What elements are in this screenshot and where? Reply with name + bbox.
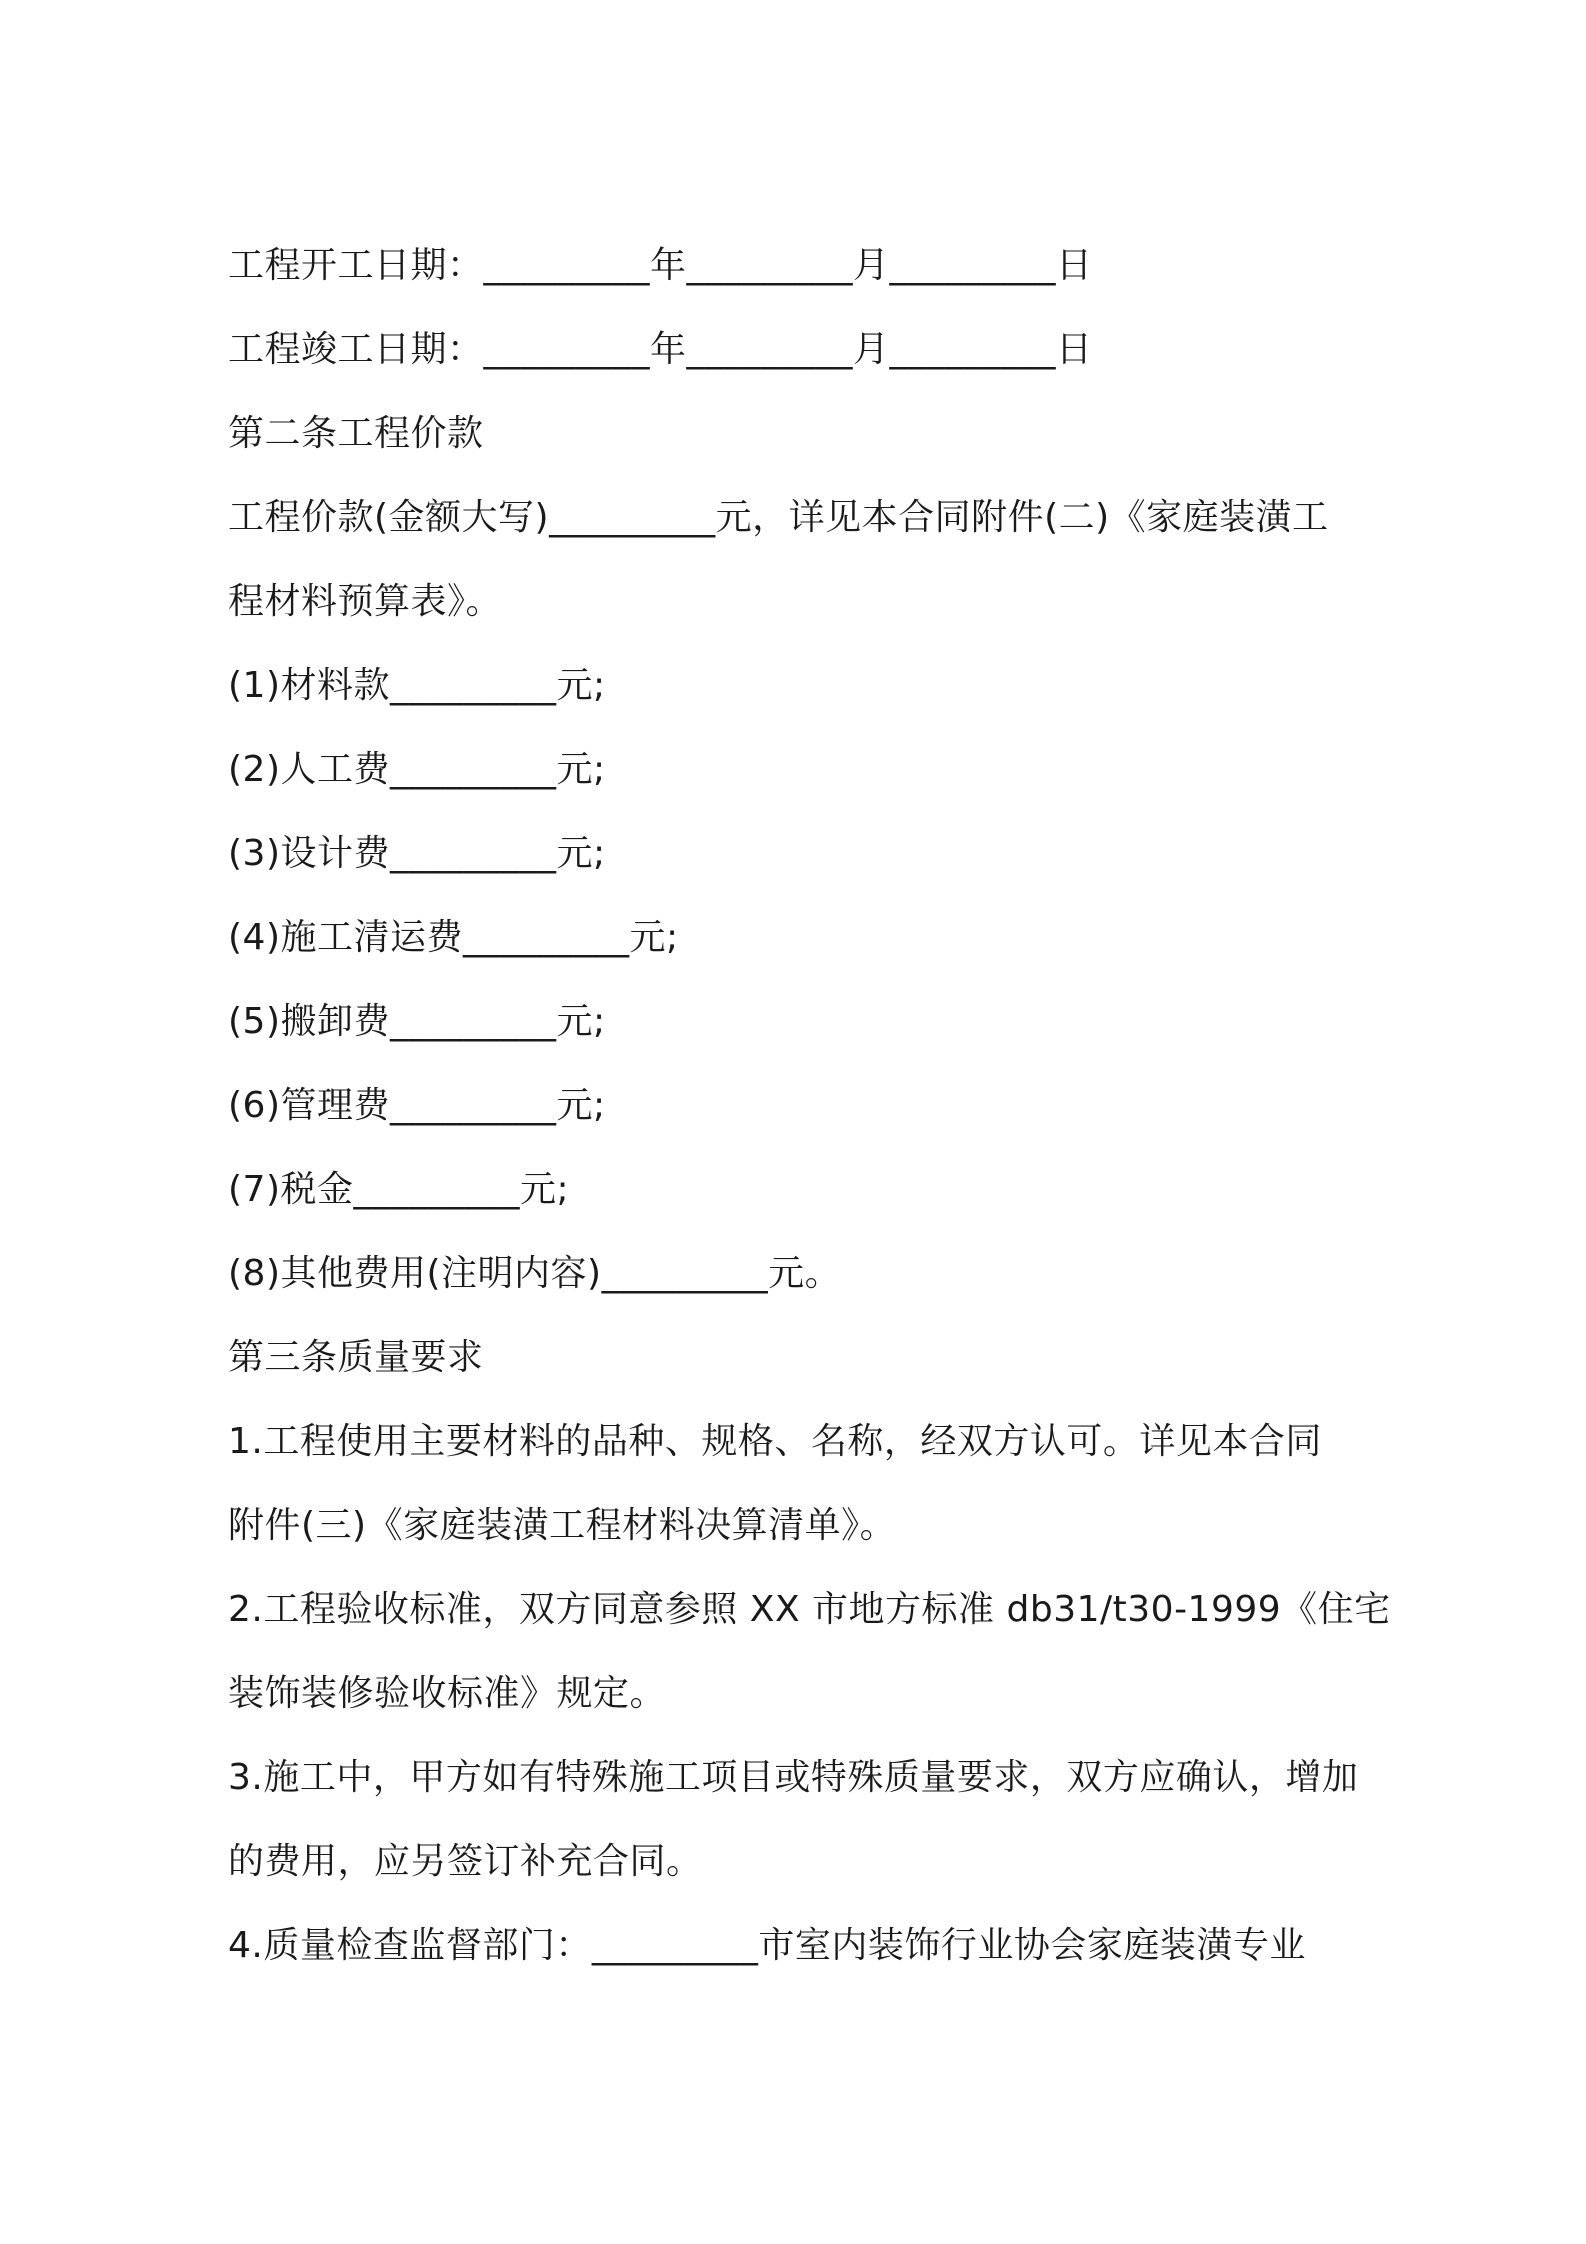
quality-clause-3-line-1: 3.施工中，甲方如有特殊施工项目或特殊质量要求，双方应确认，增加 [228, 1757, 1359, 1798]
document-page [228, 224, 1391, 1988]
quality-clause-1-line-2: 附件(三)《家庭装潢工程材料决算清单》。 [228, 1505, 897, 1546]
item-other-fee: (8)其他费用(注明内容)_________元。 [228, 1253, 842, 1294]
price-clause-line-2: 程材料预算表》。 [228, 581, 503, 622]
item-labor-fee: (2)人工费_________元; [228, 749, 606, 790]
item-material-fee: (1)材料款_________元; [228, 665, 606, 706]
item-design-fee: (3)设计费_________元; [228, 833, 606, 874]
price-clause-line-1: 工程价款(金额大写)_________元，详见本合同附件(二)《家庭装潢工 [228, 497, 1329, 538]
quality-clause-2-line-1: 2.工程验收标准，双方同意参照 XX 市地方标准 db31/t30-1999《住宅 [228, 1589, 1391, 1630]
quality-clause-3-line-2: 的费用，应另签订补充合同。 [228, 1841, 703, 1882]
quality-clause-4-line-1: 4.质量检查监督部门：_________市室内装饰行业协会家庭装潢专业 [228, 1925, 1306, 1966]
item-tax: (7)税金_________元; [228, 1169, 570, 1210]
start-date-line: 工程开工日期：_________年_________月_________日 [228, 245, 1093, 286]
quality-clause-2-line-2: 装饰装修验收标准》规定。 [228, 1673, 667, 1714]
section-heading-quality: 第三条质量要求 [228, 1337, 484, 1378]
item-handling-fee: (5)搬卸费_________元; [228, 1001, 606, 1042]
section-heading-price: 第二条工程价款 [228, 413, 484, 454]
item-management-fee: (6)管理费_________元; [228, 1085, 606, 1126]
item-cleanup-fee: (4)施工清运费_________元; [228, 917, 679, 958]
completion-date-line: 工程竣工日期：_________年_________月_________日 [228, 329, 1093, 370]
quality-clause-1-line-1: 1.工程使用主要材料的品种、规格、名称，经双方认可。详见本合同 [228, 1421, 1322, 1462]
